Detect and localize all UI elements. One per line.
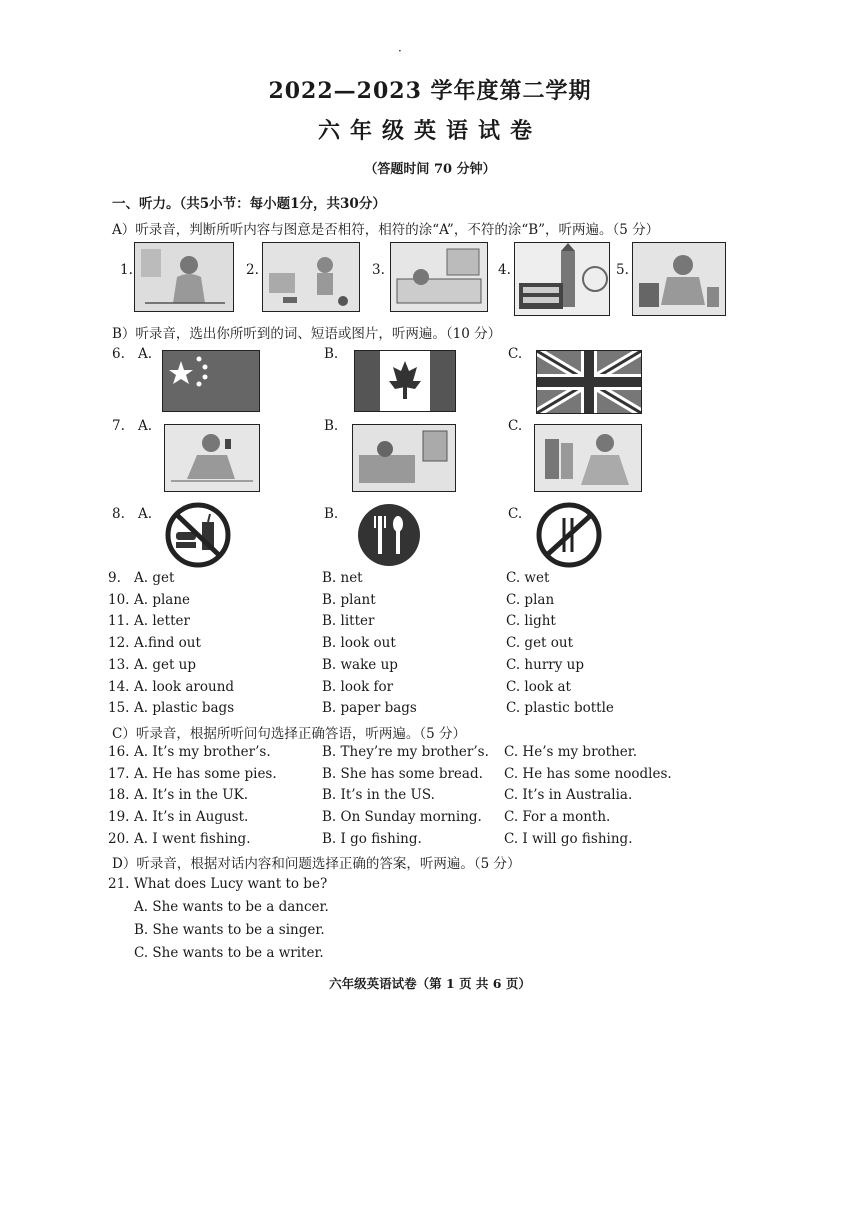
answer-option-a: A. get up xyxy=(134,656,197,673)
question-number: 16. xyxy=(108,744,130,760)
answer-option-b: B. net xyxy=(322,570,363,586)
question-number: 5. xyxy=(616,262,629,278)
answer-option-a: A. She wants to be a dancer. xyxy=(134,899,329,915)
answer-option-c: C. look at xyxy=(506,678,571,695)
question-number: 2. xyxy=(246,262,259,278)
answer-option-b: B. paper bags xyxy=(322,700,417,717)
canada-flag xyxy=(354,350,456,412)
option-letter: C. xyxy=(508,506,523,522)
option-letter: B. xyxy=(324,346,339,362)
answer-option-a: A. look around xyxy=(134,678,235,695)
answer-option-c: C. I will go fishing. xyxy=(504,830,633,847)
question-number: 9. xyxy=(108,570,121,586)
part-b-instruction: B）听录音，选出你所听到的词、短语或图片，听两遍。（10 分） xyxy=(112,326,502,342)
answer-option-a: A. He has some pies. xyxy=(134,765,277,782)
option-letter: C. xyxy=(508,346,523,362)
messy-room-picture xyxy=(262,242,360,312)
answer-option-c: C. It’s in Australia. xyxy=(504,787,633,804)
answer-option-b: B. She wants to be a singer. xyxy=(134,922,325,938)
question-number: 18. xyxy=(108,787,130,804)
answer-option-a: A. It’s in the UK. xyxy=(134,787,249,804)
question-number: 10. xyxy=(108,591,130,608)
question-number: 17. xyxy=(108,765,130,782)
answer-option-a: A. plastic bags xyxy=(134,700,235,717)
exam-time-note: （答题时间 70 分钟） xyxy=(364,162,496,177)
option-letter: A. xyxy=(138,506,153,522)
answer-option-c: C. For a month. xyxy=(504,809,611,826)
option-letter: B. xyxy=(324,506,339,522)
answer-option-b: B. It’s in the US. xyxy=(322,787,435,804)
question-number: 13. xyxy=(108,656,130,673)
question-number: 7. xyxy=(112,418,125,434)
person-on-sofa-picture xyxy=(352,424,456,492)
no-fork-knife-sign xyxy=(534,502,604,568)
answer-option-b: B. wake up xyxy=(322,656,398,673)
question-number: 21. xyxy=(108,876,130,892)
answer-option-b: B. look for xyxy=(322,678,394,695)
girl-sitting-picture xyxy=(134,242,234,312)
exam-title-grade: 六年级英语试卷 xyxy=(317,118,542,144)
question-number: 1. xyxy=(120,262,133,278)
answer-option-c: C. get out xyxy=(506,635,574,652)
option-letter: C. xyxy=(508,418,523,434)
answer-option-b: B. They’re my brother’s. xyxy=(322,744,489,760)
answer-option-a: A. letter xyxy=(134,613,190,630)
answer-option-b: B. I go fishing. xyxy=(322,830,422,847)
answer-option-c: C. He’s my brother. xyxy=(504,744,638,760)
question-text: What does Lucy want to be? xyxy=(134,876,328,892)
answer-option-a: A. plane xyxy=(134,591,191,608)
girl-and-dresses-picture xyxy=(534,424,642,492)
question-number: 19. xyxy=(108,809,130,826)
answer-option-b: B. She has some bread. xyxy=(322,765,483,782)
answer-option-c: C. plan xyxy=(506,591,555,608)
question-number: 11. xyxy=(108,613,130,630)
china-flag xyxy=(162,350,260,412)
answer-option-a: A. It’s my brother’s. xyxy=(134,744,271,760)
answer-option-a: A. It’s in August. xyxy=(134,809,249,826)
question-number: 3. xyxy=(372,262,385,278)
fork-spoon-sign xyxy=(354,502,424,568)
answer-option-c: C. plastic bottle xyxy=(506,700,614,717)
part-d-instruction: D）听录音，根据对话内容和问题选择正确的答案，听两遍。（5 分） xyxy=(112,856,521,872)
answer-option-a: A. get xyxy=(134,570,175,586)
uk-flag xyxy=(536,350,642,414)
question-number: 4. xyxy=(498,262,511,278)
question-number: 8. xyxy=(112,506,125,522)
sick-boy-in-bed-picture xyxy=(390,242,488,312)
option-letter: A. xyxy=(138,346,153,362)
question-number: 15. xyxy=(108,700,130,717)
question-number: 6. xyxy=(112,346,125,362)
exam-title-year: 2022—2023 学年度第二学期 xyxy=(268,78,592,104)
answer-option-b: B. On Sunday morning. xyxy=(322,809,482,826)
woman-on-phone-picture xyxy=(164,424,260,492)
answer-option-b: B. litter xyxy=(322,613,375,630)
answer-option-c: C. hurry up xyxy=(506,656,584,673)
answer-option-c: C. She wants to be a writer. xyxy=(134,945,324,961)
part-a-instruction: A）听录音，判断所听内容与图意是否相符，相符的涂“A”，不符的涂“B”，听两遍。（5 分） xyxy=(112,222,660,238)
answer-option-b: B. plant xyxy=(322,591,376,608)
answer-option-b: B. look out xyxy=(322,635,396,652)
option-letter: A. xyxy=(138,418,153,434)
scan-dot: · xyxy=(398,44,402,58)
london-bus-big-ben-picture xyxy=(514,242,610,316)
question-number: 14. xyxy=(108,678,130,695)
no-fast-food-sign xyxy=(162,502,234,568)
answer-option-c: C. wet xyxy=(506,570,550,586)
question-number: 12. xyxy=(108,635,130,652)
answer-option-c: C. light xyxy=(506,613,556,630)
answer-option-a: A. I went fishing. xyxy=(134,830,251,847)
grandma-knitting-picture xyxy=(632,242,726,316)
page-footer: 六年级英语试卷（第 1 页 共 6 页） xyxy=(329,976,531,991)
listening-heading: 一、听力。（共5小节：每小题1分，共30分） xyxy=(112,196,386,212)
answer-option-c: C. He has some noodles. xyxy=(504,765,672,782)
part-c-instruction: C）听录音，根据所听问句选择正确答语，听两遍。（5 分） xyxy=(112,726,466,742)
option-letter: B. xyxy=(324,418,339,434)
answer-option-a: A.find out xyxy=(134,635,201,652)
question-number: 20. xyxy=(108,830,130,847)
